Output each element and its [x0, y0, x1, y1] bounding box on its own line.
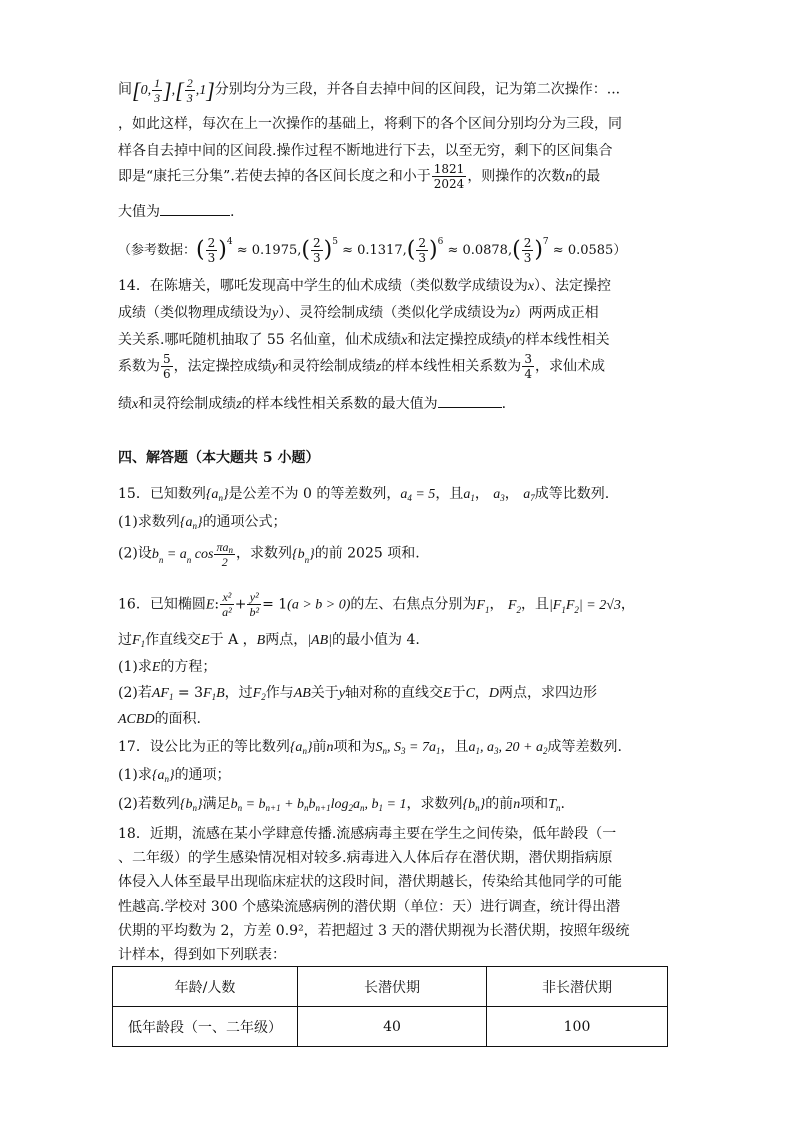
table-cell: 100: [487, 1007, 668, 1047]
q17-part-1: (1)求$\{a_n\}$的通项；: [118, 767, 231, 784]
q15-line-1: 15．已知数列$\{a_n\}$是公差不为 0 的等差数列，$a_4 = 5$，且$a_1$， $a_3$， $a_7$成等比数列.: [118, 486, 610, 503]
table-header-row: [113, 967, 668, 1007]
q16-part-1: (1)求E的方程；: [118, 659, 217, 675]
table-header-cell: 年龄/人数: [113, 967, 298, 1007]
q15-part-1: (1)求数列$\{a_n\}$的通项公式；: [118, 514, 287, 531]
q13-line-4: 即是“康托三分集”.若使去掉的各区间长度之和小于 $\frac{1821}{2024}$ ，则操作的次数n的最: [118, 162, 601, 191]
interval-expression: [0, $\frac{1}{3}$ ],[ $\frac{2}{3}$ ,1]: [132, 76, 215, 105]
table-row: [113, 1007, 668, 1047]
q13-line-3: 样各自去掉中间的区间段.操作过程不断地进行下去，以至无穷，剩下的区间集合: [118, 143, 613, 159]
q18-line-5: 伏期的平均数为 2，方差 0.9²，若把超过 3 天的潜伏期视为长潜伏期，按照年级统: [118, 923, 630, 939]
q13-line-5: 大值为 .: [118, 200, 234, 224]
q13-line-1: 间[0, $\frac{1}{3}$ ],[ $\frac{2}{3}$ ,1]分别均分为三段，并各自去掉中间的区间段，记为第二次操作：...: [118, 76, 621, 105]
q16-part-2: (2)若$AF_1 = 3F_1B$，过$F_2$作与AB关于y轴对称的直线交E于C，D两点，求四边形: [118, 685, 598, 702]
q15-part-2: (2)设$b_n = a_n$ cos $\frac{\pi a_n}{2}$ ，求数列$\{b_n\}$的前 2025 项和.: [118, 540, 420, 569]
answer-blank: [438, 393, 502, 408]
table-header-cell: 非长潜伏期: [487, 967, 668, 1007]
q18-line-1: 18．近期，流感在某小学肆意传播.流感病毒主要在学生之间传染，低年龄段（一: [118, 826, 617, 842]
q13-line-2: ，如此这样，每次在上一次操作的基础上，将剩下的各个区间分别均分为三段，同: [118, 116, 622, 132]
q16-line-1: 16．已知椭圆E: $\frac{\text{x²}}{\text{a²}}$ + $\frac{\text{y²}}{\text{b²}}$ = 1(a > b > 0)的左、右焦点分别为$F_1$， $F_2$，且$|F_1F_2| = 2√3$，: [118, 590, 635, 619]
q18-line-2: 、二年级）的学生感染情况相对较多.病毒进入人体后存在潜伏期，潜伏期指病原: [118, 850, 613, 866]
q18-line-4: 性越高.学校对 300 个感染流感病例的潜伏期（单位：天）进行调查，统计得出潜: [118, 899, 621, 915]
section-heading: 四、解答题（本大题共 5 小题）: [118, 450, 320, 466]
q14-line-1: 14．在陈塘关，哪吒发现高中学生的仙术成绩（类似数学成绩设为x）、法定操控: [118, 278, 612, 294]
q18-line-6: 计样本，得到如下列联表：: [118, 947, 286, 963]
q14-line-3: 关关系.哪吒随机抽取了 55 名仙童，仙术成绩x和法定操控成绩y的样本线性相关: [118, 332, 610, 348]
q14-line-5: 绩x和灵符绘制成绩z的样本线性相关系数的最大值为 .: [118, 392, 506, 417]
answer-blank: [160, 201, 230, 216]
q14-line-2: 成绩（类似物理成绩设为y）、灵符绘制成绩（类似化学成绩设为z）两两成正相: [118, 305, 599, 321]
q18-line-3: 体侵入人体至最早出现临床症状的这段时间，潜伏期越长，传染给其他同学的可能: [118, 874, 622, 890]
table-cell: 40: [298, 1007, 487, 1047]
q14-line-4: 系数为 $\frac{5}{6}$ ，法定操控成绩y和灵符绘制成绩z的样本线性相关系数为 $\frac{3}{4}$ ，求仙术成: [118, 352, 605, 381]
table-cell: 低年龄段（一、二年级）: [113, 1007, 298, 1047]
q17-line-1: 17．设公比为正的等比数列$\{a_n\}$前n项和为$S_n$, $S_3 = 7a_1$，且$a_1$, $a_3$, $20 + a_2$成等差数列.: [118, 739, 622, 756]
table-header-cell: 长潜伏期: [298, 967, 487, 1007]
q17-part-2: (2)若数列$\{b_n\}$满足$b_n = b_{n+1} + b_nb_{n+1}\log_2a_n$, $b_1 = 1$，求数列$\{b_n\}$的前n项和$T_n$.: [118, 796, 565, 813]
contingency-table: [112, 966, 668, 1047]
q16-part-2-cont: ACBD的面积.: [118, 711, 202, 727]
q13-reference-data: （参考数据：( $\frac{2}{3}$ )$^4$ ≈ 0.1975,( $\frac{2}{3}$ )$^5$ ≈ 0.1317,( $\frac{2}{3}$ )$^6$ ≈ 0.0878,( $\frac{2}{3}$ )$^7$ ≈ 0.0585）: [118, 236, 627, 265]
q16-line-2: 过$F_1$作直线交E于 A ，B两点，|AB|的最小值为 4.: [118, 632, 420, 649]
